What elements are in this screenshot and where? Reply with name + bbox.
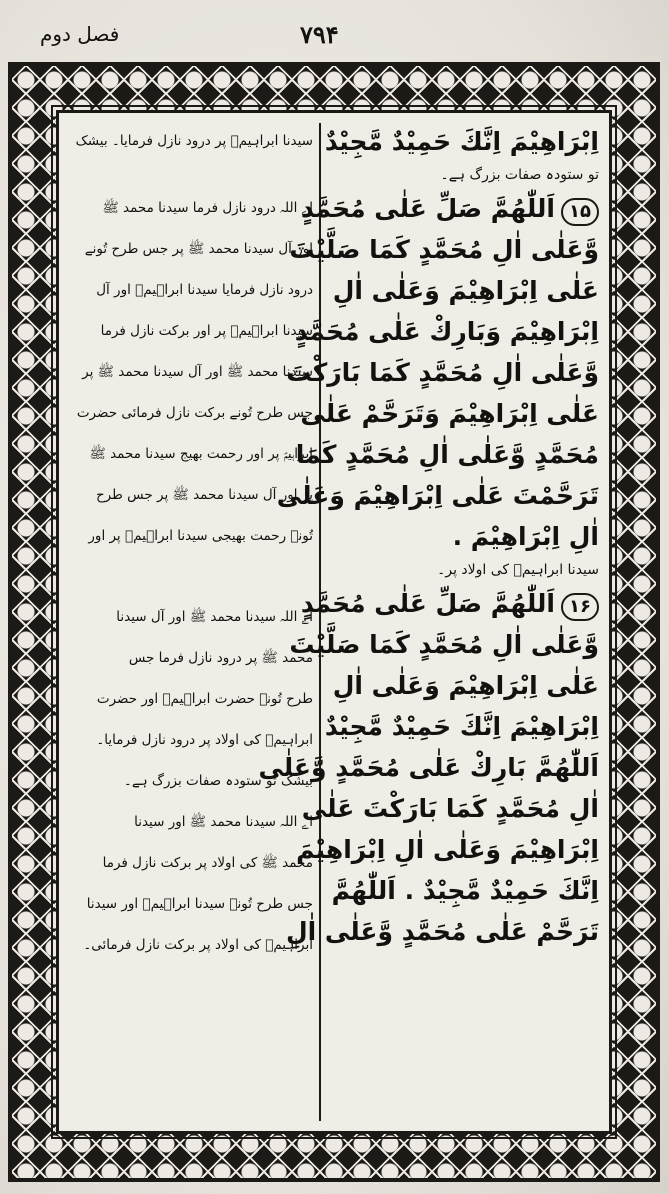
arabic-column <box>258 121 599 1123</box>
arabic-line: اِبْرَاهِيْمَ وَبَارِكْ عَلٰى مُحَمَّدٍ <box>294 317 599 346</box>
translation-line: محمد ﷺ کی اولاد پر برکت نازل فرما <box>102 855 313 871</box>
arabic-line <box>300 583 599 624</box>
translation-line: جس طرح تُونے برکت نازل فرمائی حضرت <box>76 405 313 421</box>
translation-line: اے اللہ سیدنا محمد ﷺ اور آل سیدنا <box>116 609 313 625</box>
translation-line: تُونے رحمت بھیجی سیدنا ابراہیمؑ پر اور <box>88 528 313 544</box>
page-number: ۷۹۴ <box>300 20 339 49</box>
translation-line: سیدنا ابراہیمؑ پر اور برکت نازل فرما <box>100 323 313 339</box>
translation-line: سیدنا ابراہیمؑ پر درود نازل فرمایا۔ بیشک <box>75 133 313 149</box>
spacer <box>67 583 313 597</box>
translation-note: سیدنا ابراہیمؑ کی اولاد پر۔ <box>437 562 599 578</box>
arabic-line-text: اَللّٰهُمَّ صَلِّ عَلٰى مُحَمَّدٍ <box>300 589 556 618</box>
translation-line: اور آل سیدنا محمد ﷺ پر جس طرح تُونے <box>84 241 313 257</box>
spacer <box>67 162 313 188</box>
arabic-line: تَرَحَّمْ عَلٰى مُحَمَّدٍ وَّعَلٰى اٰلِ <box>285 917 599 946</box>
urdu-translation-column <box>67 121 313 1123</box>
arabic-line: عَلٰى اِبْرَاهِيْمَ وَعَلٰى اٰلِ <box>332 671 599 700</box>
translation-line: محمد ﷺ پر درود نازل فرما جس <box>128 650 313 666</box>
translation-line: ابراہیمؑ پر اور رحمت بھیج سیدنا محمد ﷺ <box>89 446 313 462</box>
translation-line: درود نازل فرمایا سیدنا ابراہیمؑ اور آل <box>96 282 313 298</box>
section-label: فصل دوم <box>40 22 120 46</box>
arabic-line-text: اَللّٰهُمَّ صَلِّ عَلٰى مُحَمَّدٍ <box>300 194 556 223</box>
ornamental-border <box>8 62 660 1182</box>
arabic-line: اِبْرَاهِيْمَ اِنَّكَ حَمِيْدٌ مَّجِيْدٌ <box>324 127 599 156</box>
translation-line: ابراہیمؑ کی اولاد پر درود نازل فرمایا۔ <box>96 732 313 748</box>
arabic-line: اَللّٰهُمَّ بَارِكْ عَلٰى مُحَمَّدٍ وَّعَلٰى <box>258 753 599 782</box>
translation-line: بیشک تو ستودہ صفات بزرگ ہے۔ <box>123 773 313 789</box>
dua-number-badge: ۱۶ <box>561 593 599 621</box>
arabic-line: اٰلِ مُحَمَّدٍ كَمَا بَارَكْتَ عَلٰى <box>301 794 599 823</box>
translation-line: جس طرح تُونے سیدنا ابراہیمؑ اور سیدنا <box>86 896 313 912</box>
arabic-line <box>300 188 599 229</box>
arabic-line: اِبْرَاهِيْمَ اِنَّكَ حَمِيْدٌ مَّجِيْدٌ <box>324 712 599 741</box>
dua-number-badge: ۱۵ <box>561 198 599 226</box>
translation-note: تو ستودہ صفات بزرگ ہے۔ <box>440 167 599 183</box>
arabic-line: اِنَّكَ حَمِيْدٌ مَّجِيْدٌ . اَللّٰهُمَّ <box>331 876 599 905</box>
arabic-line: تَرَحَّمْتَ عَلٰى اِبْرَاهِيْمَ وَعَلٰى <box>276 481 599 510</box>
translation-line: سیدنا محمد ﷺ اور آل سیدنا محمد ﷺ پر <box>82 364 313 380</box>
arabic-line: مُحَمَّدٍ وَّعَلٰى اٰلِ مُحَمَّدٍ كَمَا <box>295 440 599 469</box>
arabic-line: وَّعَلٰى اٰلِ مُحَمَّدٍ كَمَا صَلَّيْتَ <box>289 630 599 659</box>
arabic-line: اِبْرَاهِيْمَ وَعَلٰى اٰلِ اِبْرَاهِيْمَ <box>296 835 599 864</box>
arabic-line: اٰلِ اِبْرَاهِيْمَ . <box>452 522 599 551</box>
text-panel <box>56 110 612 1134</box>
arabic-line: عَلٰى اِبْرَاهِيْمَ وَعَلٰى اٰلِ <box>332 276 599 305</box>
translation-line: اے اللہ سیدنا محمد ﷺ اور سیدنا <box>134 814 313 830</box>
translation-line: پر اور آل سیدنا محمد ﷺ پر جس طرح <box>95 487 313 503</box>
arabic-line: وَّعَلٰى اٰلِ مُحَمَّدٍ كَمَا صَلَّيْتَ <box>289 235 599 264</box>
translation-line: اے اللہ درود نازل فرما سیدنا محمد ﷺ <box>102 200 313 216</box>
arabic-line: عَلٰى اِبْرَاهِيْمَ وَتَرَحَّمْ عَلٰى <box>300 399 599 428</box>
spacer <box>67 557 313 583</box>
translation-line: ابراہیمؑ کی اولاد پر برکت نازل فرمائی۔ <box>83 937 313 953</box>
arabic-line: وَّعَلٰى اٰلِ مُحَمَّدٍ كَمَا بَارَكْتَ <box>286 358 599 387</box>
translation-line: طرح تُونے حضرت ابراہیمؑ اور حضرت <box>96 691 313 707</box>
